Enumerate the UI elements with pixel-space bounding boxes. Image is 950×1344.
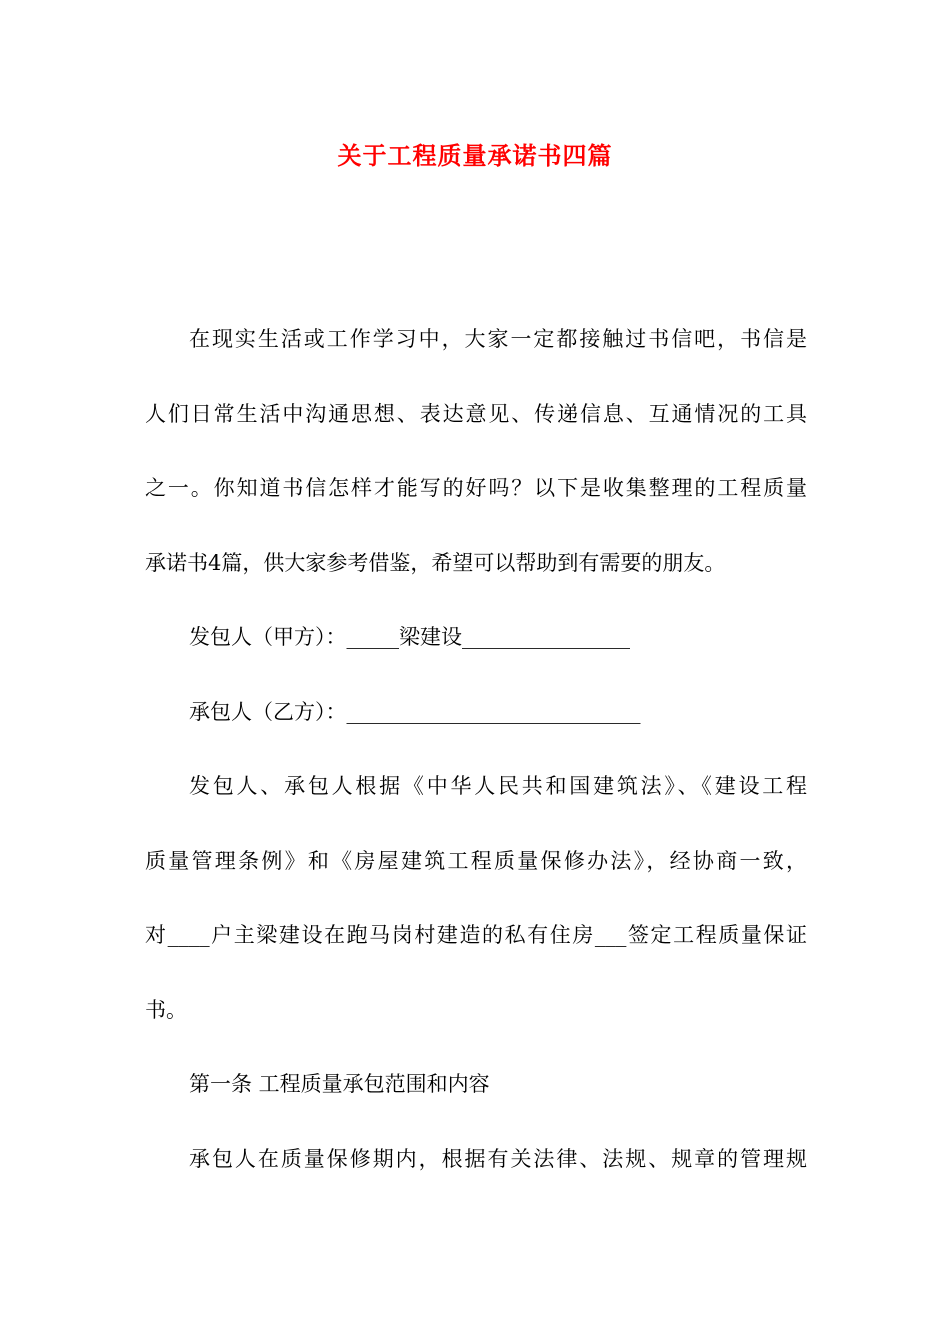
party-a-line: 发包人（甲方）：_____梁建设________________ [189,625,630,649]
paragraph-line: 承诺书4篇，供大家参考借鉴，希望可以帮助到有需要的朋友。 [145,550,726,575]
paragraph-line: 书。 [145,997,187,1022]
paragraph-line: 发包人、承包人根据《中华人民共和国建筑法》、《建设工程 [189,774,807,798]
party-b-line: 承包人（乙方）：____________________________ [189,699,641,724]
paragraph-line: 在现实生活或工作学习中，大家一定都接触过书信吧，书信是 [189,327,807,351]
paragraph-line: 人们日常生活中沟通思想、表达意见、传递信息、互通情况的工具 [145,401,807,426]
document-title: 关于工程质量承诺书四篇 [337,141,613,170]
paragraph-line: 对____户主梁建设在跑马岗村建造的私有住房___签定工程质量保证 [145,923,807,947]
document-body [145,317,807,1211]
paragraph-line: 之一。你知道书信怎样才能写的好吗？以下是收集整理的工程质量 [145,476,807,500]
paragraph-line: 质量管理条例》和《房屋建筑工程质量保修办法》，经协商一致， [145,848,807,873]
section-heading: 第一条 工程质量承包范围和内容 [189,1072,490,1096]
paragraph-line: 承包人在质量保修期内，根据有关法律、法规、规章的管理规 [189,1146,807,1171]
